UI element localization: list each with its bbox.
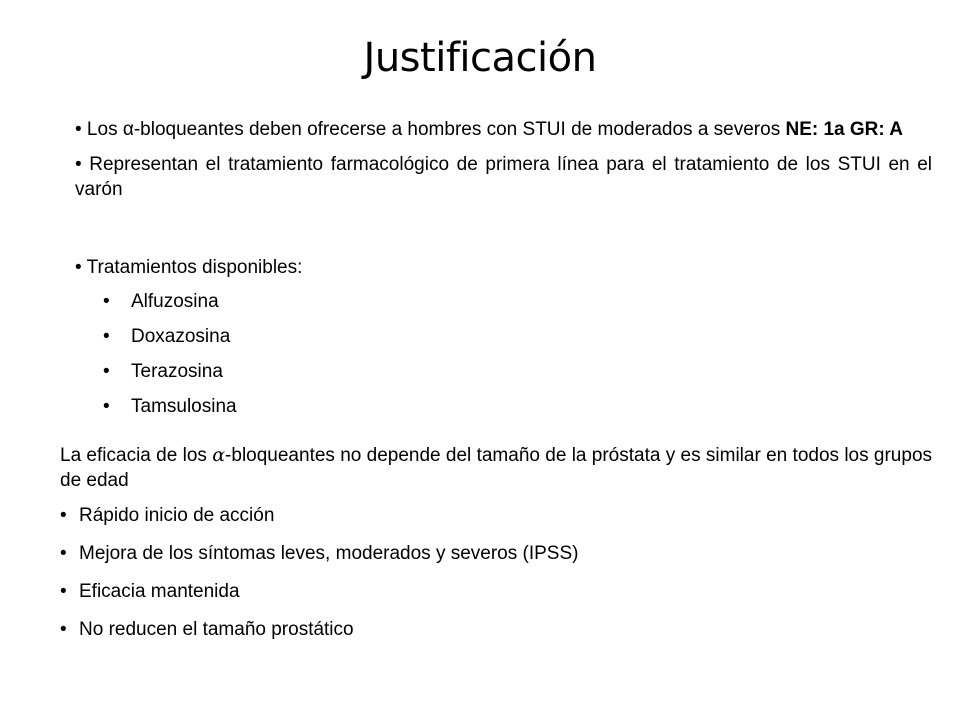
treatment-label: Tamsulosina [131,396,237,417]
list-item-treatment [75,289,575,324]
bullet: • [103,361,110,382]
efficacy-label: Eficacia mantenida [79,581,240,602]
list-item-treatment [75,324,575,359]
bullet: • [75,154,82,175]
bullet: • [60,619,67,640]
intro-paragraph-alpha-blockers [75,117,932,142]
efficacy-text-before: La eficacia de los [60,445,213,466]
alpha-symbol: α [212,444,226,466]
intro-section [75,117,932,202]
treatments-list [75,289,575,429]
bullet: • [103,291,110,312]
intro-paragraph-first-line [75,152,932,202]
treatment-label: Alfuzosina [131,291,219,312]
efficacy-label: Rápido inicio de acción [79,505,275,526]
treatments-section [75,255,575,429]
intro-text-2: Representan el tratamiento farmacológico de primera línea para el tratamiento de los STUI en el varón [75,154,932,200]
list-item-efficacy [60,541,932,579]
bullet: • [103,326,110,347]
efficacy-text-after: -bloqueantes no depende del tamaño de la próstata y es similar en todos los grupos de edad [60,445,933,491]
efficacy-list [60,503,932,655]
efficacy-section [60,443,932,655]
bullet: • [60,581,67,602]
treatment-label: Terazosina [131,361,223,382]
list-item-efficacy [60,579,932,617]
bullet: • [75,119,82,140]
list-item-treatment [75,394,575,429]
treatments-heading [75,255,575,280]
treatment-label: Doxazosina [131,326,231,347]
efficacy-statement [60,443,932,493]
list-item-treatment [75,359,575,394]
list-item-efficacy [60,617,932,655]
intro-text-1: Los α-bloqueantes deben ofrecerse a hombres con STUI de moderados a severos [81,119,786,140]
list-item-efficacy [60,503,932,541]
bullet: • [60,505,67,526]
evidence-level: NE: 1a GR: A [785,119,904,140]
efficacy-label: No reducen el tamaño prostático [79,619,354,640]
treatments-heading-text: Tratamientos disponibles: [81,257,303,278]
bullet: • [60,543,67,564]
bullet: • [75,257,82,278]
slide-title: Justificación [363,35,597,81]
efficacy-label: Mejora de los síntomas leves, moderados y severos (IPSS) [79,543,579,564]
bullet: • [103,396,110,417]
